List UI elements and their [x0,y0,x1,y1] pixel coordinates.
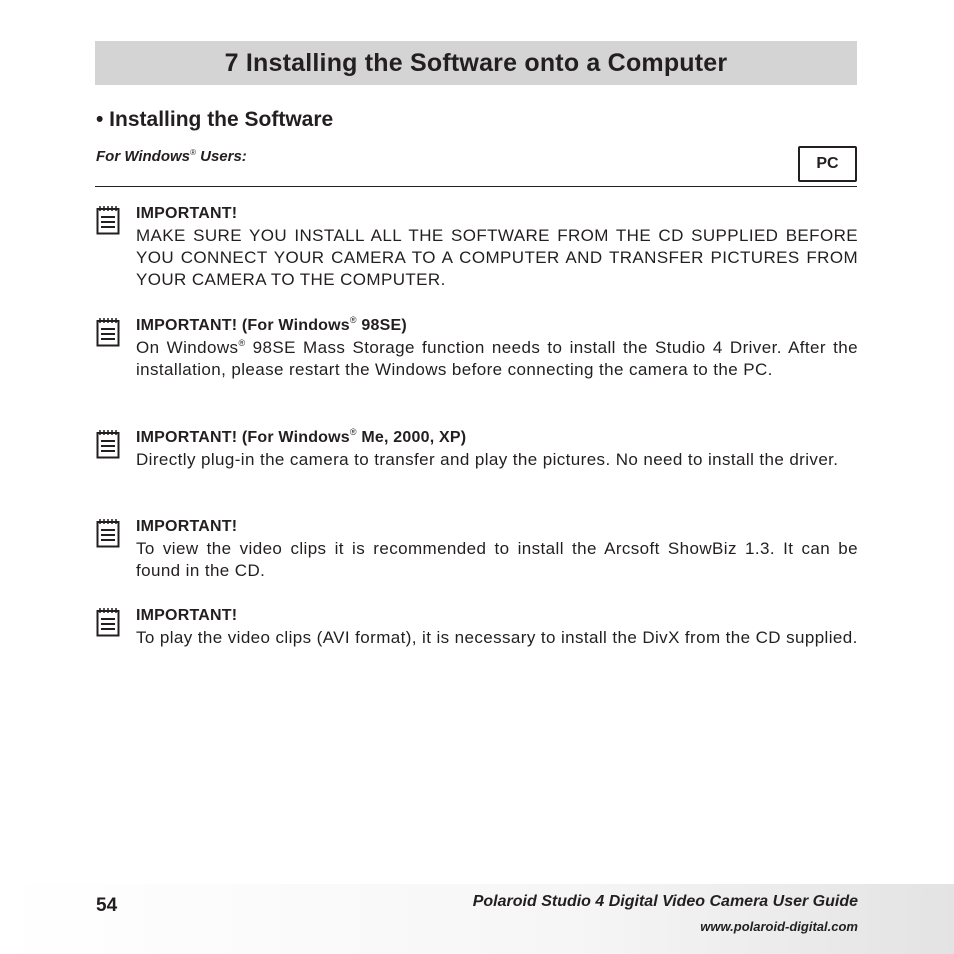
note-title: IMPORTANT! (For Windows® 98SE) [136,315,407,334]
section-heading: • Installing the Software [96,108,334,131]
note-title: IMPORTANT! [136,607,238,624]
notepad-icon [96,205,120,235]
note-body: To play the video clips (AVI format), it is necessary to install the DivX from the CD supplied. [136,628,858,647]
note-title: IMPORTANT! [136,518,238,535]
notepad-icon [96,317,120,347]
note-showbiz [96,516,858,582]
note-windows-me-2000-xp [96,427,858,471]
note-install-first [96,203,858,291]
note-body: To view the video clips it is recommended to install the Arcsoft ShowBiz 1.3. It can be found in the CD. [136,539,858,580]
notepad-icon [96,429,120,459]
pc-badge: PC [798,146,857,182]
footer-guide-title: Polaroid Studio 4 Digital Video Camera User Guide [472,893,858,910]
note-title: IMPORTANT! [136,205,238,222]
chapter-header-bar [95,41,857,85]
notepad-icon [96,607,120,637]
note-body: MAKE SURE YOU INSTALL ALL THE SOFTWARE FROM THE CD SUPPLIED BEFORE YOU CONNECT YOUR CAMERA TO A COMPUTER AND TRANSFER PICTURES FROM YOUR CAMERA TO THE COMPUTER. [136,226,858,289]
note-divx [96,605,858,649]
divider [95,186,857,187]
notepad-icon [96,518,120,548]
chapter-title: 7 Installing the Software onto a Computer [224,48,728,77]
note-windows-98se [96,315,858,381]
note-body: On Windows® 98SE Mass Storage function needs to install the Studio 4 Driver. After the installation, please restart the Windows before connecting the camera to the PC. [136,338,858,379]
note-body: Directly plug-in the camera to transfer and play the pictures. No need to install the driver. [136,450,839,469]
note-title: IMPORTANT! (For Windows® Me, 2000, XP) [136,427,467,446]
windows-users-subheading: For Windows® Users: [96,148,247,165]
footer-url: www.polaroid-digital.com [700,919,858,934]
page-number: 54 [96,895,118,916]
